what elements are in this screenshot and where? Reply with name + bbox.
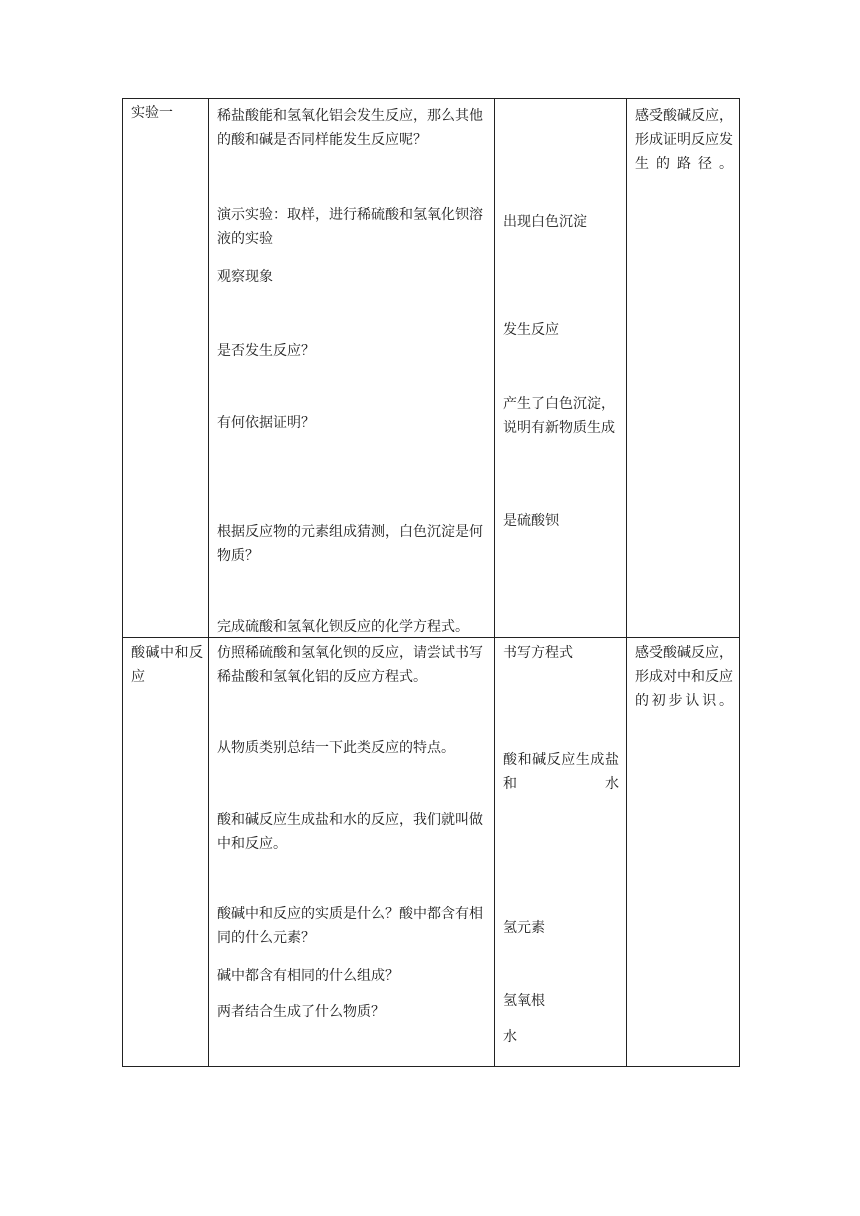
student-activity-cell	[495, 99, 627, 638]
student-line: 是硫酸钡	[503, 513, 559, 529]
student-line: 产生了白色沉淀，说明有新物质生成	[503, 396, 615, 436]
teacher-line: 仿照稀硫酸和氢氧化钡的反应，请尝试书写稀盐酸和氢氧化铝的反应方程式。	[217, 645, 483, 685]
teacher-line: 酸碱中和反应的实质是什么？酸中都含有相同的什么元素？	[217, 906, 483, 946]
table-row	[123, 99, 740, 638]
table-row	[123, 638, 740, 1067]
teacher-line: 完成硫酸和氢氧化钡反应的化学方程式。	[217, 619, 469, 635]
teacher-line: 稀盐酸能和氢氧化铝会发生反应，那么其他的酸和碱是否同样能发生反应呢？	[217, 108, 483, 148]
student-line: 出现白色沉淀	[503, 214, 587, 230]
lesson-table	[122, 98, 740, 1067]
student-line: 书写方程式	[503, 645, 573, 661]
design-intent-cell	[627, 638, 740, 1067]
stage-cell	[123, 638, 209, 1067]
design-intent-cell	[627, 99, 740, 638]
design-intent-text: 感受酸碱反应，形成证明反应发生的路径。	[635, 108, 733, 172]
teacher-activity-cell	[209, 638, 495, 1067]
teacher-line: 碱中都含有相同的什么组成？	[217, 968, 399, 984]
teacher-line: 演示实验：取样，进行稀硫酸和氢氧化钡溶液的实验	[217, 207, 483, 247]
student-activity-cell	[495, 638, 627, 1067]
teacher-activity-cell	[209, 99, 495, 638]
student-line: 酸和碱反应生成盐和水	[503, 752, 619, 792]
teacher-line: 根据反应物的元素组成猜测，白色沉淀是何物质？	[217, 524, 483, 564]
design-intent-text: 感受酸碱反应，形成对中和反应的初步认识。	[635, 645, 733, 709]
stage-label: 酸碱中和反应	[131, 645, 203, 685]
stage-cell	[123, 99, 209, 638]
student-line: 氢元素	[503, 920, 545, 936]
teacher-line: 观察现象	[217, 269, 273, 285]
teacher-line: 两者结合生成了什么物质？	[217, 1004, 385, 1020]
teacher-line: 从物质类别总结一下此类反应的特点。	[217, 740, 455, 756]
teacher-line: 酸和碱反应生成盐和水的反应，我们就叫做中和反应。	[217, 812, 483, 852]
stage-label: 实验一	[131, 105, 173, 121]
student-line: 发生反应	[503, 322, 559, 338]
student-line: 水	[503, 1029, 517, 1045]
teacher-line: 是否发生反应？	[217, 343, 315, 359]
teacher-line: 有何依据证明？	[217, 415, 315, 431]
student-line: 氢氧根	[503, 993, 545, 1009]
